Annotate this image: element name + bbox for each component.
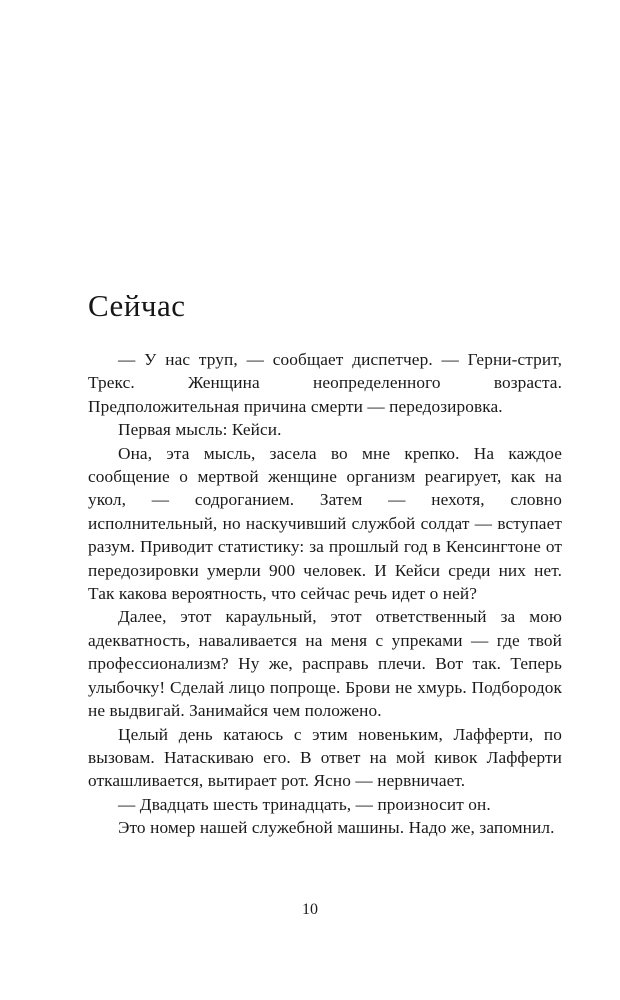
paragraph: Первая мысль: Кейси. [118, 420, 282, 440]
paragraph: — У нас труп, — сообщает диспетчер. — Герни-стрит, Трекс. Женщина неопределенного возраста. Предположительная причина смерти — передозировка. [88, 350, 562, 416]
paragraph: Далее, этот караульный, этот ответственный за мою адекватность, наваливается на меня с упреками — где твой профессионализм? Ну же, расправь плечи. Вот так. Теперь улыбочку! Сделай лицо попроще. Брови не хмурь. Подбородок не выдвигай. Занимайся чем положено. [88, 607, 562, 721]
paragraph: Она, эта мысль, засела во мне крепко. На каждое сообщение о мертвой женщине организм реагирует, как на укол, — содроганием. Затем — нехотя, словно исполнительный, но наскучивший службой солдат — вступает разум. Приводит статистику: за прошлый год в Кенсингтоне от передозировки умерли 900 человек. И Кейси среди них нет. Так какова вероятность, что сейчас речь идет о ней? [88, 443, 562, 604]
chapter-heading: Сейчас [88, 288, 186, 323]
page-number: 10 [302, 901, 318, 918]
paragraph: Это номер нашей служебной машины. Надо же, запомнил. [118, 818, 555, 838]
paragraph: Целый день катаюсь с этим новеньким, Лафферти, по вызовам. Натаскиваю его. В ответ на мой кивок Лафферти откашливается, вытирает рот. Ясно — нервничает. [88, 724, 562, 791]
paragraph: — Двадцать шесть тринадцать, — произносит он. [118, 794, 491, 814]
paragraph-list [88, 348, 562, 840]
text-block [88, 288, 562, 840]
